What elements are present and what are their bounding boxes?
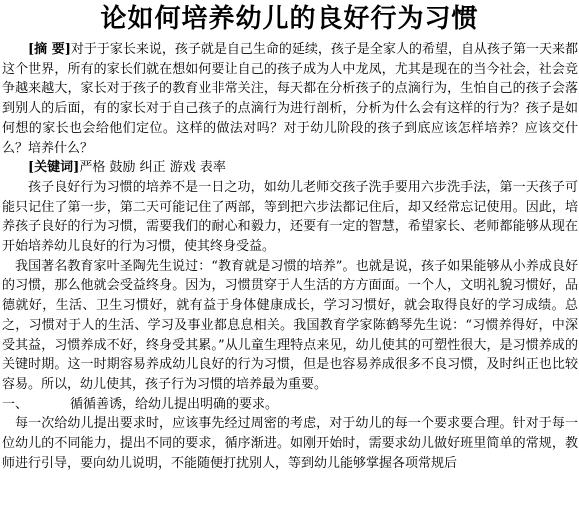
keywords-label: [关键词] (28, 160, 80, 176)
abstract-paragraph (2, 40, 578, 158)
body-paragraph: 孩子良好行为习惯的培养不是一日之功，如幼儿老师交孩子洗手要用六步洗手法，第一天孩子可能只记住了第一步，第二天可能记住了两部，等到把六步法都记住后，却又经常忘记使用。因此，培养孩子良好的行为习惯，需要我们的耐心和毅力，还要有一定的智慧，希望家长、老师都能够从现在开始培养幼儿良好的行为习惯，使其终身受益。 (2, 179, 578, 255)
document-body (2, 40, 578, 473)
document-title: 论如何培养幼儿的良好行为习惯 (100, 4, 479, 34)
abstract-label: [摘 要] (28, 42, 71, 57)
abstract-text: 对于于家长来说，孩子就是自己生命的延续，孩子是全家人的希望，自从孩子第一天来都这个世界，所有的家长们就在想如何要让自己的孩子成为人中龙凤，尤其是现在的当今社会，社会竞争越来越大，家长对于孩子的教育业非常关注，每天都在分析孩子的点滴行为，生怕自己的孩子会落到别人的后面，有的家长对于自己孩子的点滴行为进行剖析，分析为什么会有这样的行为？孩子是如何想的家长也会给他们定位。这样的做法对吗？对于幼儿阶段的孩子到底应该怎样培养？应该交什么？培养什么？ (2, 42, 578, 156)
body-paragraph: 我国著名教育家叶圣陶先生说过：“教育就是习惯的培养”。也就是说，孩子如果能够从小养成良好的习惯，那么他就会受益终身。因为，习惯贯穿于人生活的方方面面。一个人，文明礼貌习惯好，品德就好，生活、卫生习惯好，就有益于身体健康成长，学习习惯好，就会取得良好的学习成绩。总之，习惯对于人的生活、学习及事业都息息相关。我国教育学家陈鹤琴先生说：“习惯养得好，中深受其益，习惯养成不好，终身受其累。”从儿童生理特点来见，幼儿使其的可塑性很大，是习惯养成的关键时期。这一时期容易养成幼儿良好的行为习惯，但是也容易养成很多不良习惯，及时纠正也比较容易。所以，幼儿使其，孩子行为习惯的培养最为重要。 (2, 258, 578, 392)
section-number: 一、 (2, 396, 29, 412)
section-heading (2, 395, 578, 415)
section-heading-text: 循循善诱，给幼儿提出明确的要求。 (70, 396, 279, 412)
keywords-text: 严格 鼓励 纠正 游戏 表率 (79, 160, 226, 176)
body-paragraph: 每一次给幼儿提出要求时，应该事先经过周密的考虑，对于幼儿的每一个要求要合理。针对于每一位幼儿的不同能力，提出不同的要求，循序渐进。如刚开始时，需要求幼儿做好班里简单的常规，教师进行引导，要向幼儿说明，不能随便打扰别人，等到幼儿能够掌握各项常规后 (2, 416, 578, 471)
keywords-paragraph (2, 158, 578, 178)
